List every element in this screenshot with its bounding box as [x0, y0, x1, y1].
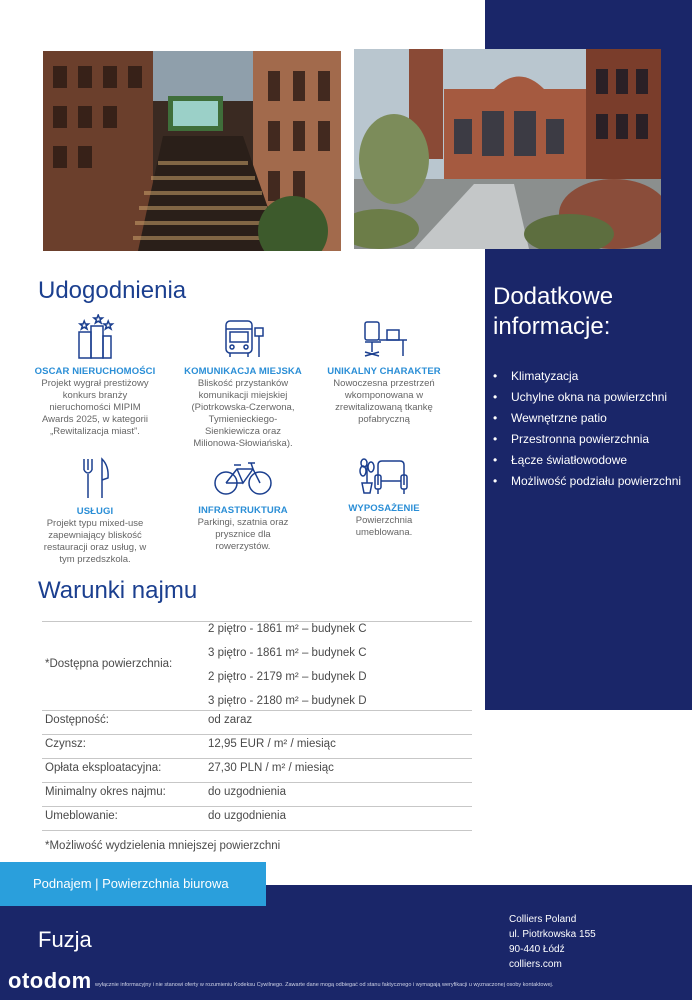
- row-value: 3 piętro - 1861 m² – budynek C: [208, 647, 367, 659]
- bicycle-icon: [213, 457, 273, 499]
- feature-title: UNIKALNY CHARAKTER: [327, 366, 441, 377]
- feature-transport: [178, 318, 308, 450]
- office-desk-icon: [359, 318, 409, 360]
- disclaimer-text: wyłącznie informacyjny i nie stanowi oferty w rozumieniu Kodeksu Cywilnego. Zawarte dane mogą odbiegać od stanu faktycznego i wymagają weryfikacji u wyznaczonej osoby kontaktowej.: [95, 982, 554, 988]
- feature-description: Projekt typu mixed-use zapewniający bliskość restauracji oraz usług, w tym przedszkola.: [43, 518, 147, 565]
- table-row: [42, 783, 472, 807]
- cinema-photo-illustration: [43, 51, 341, 251]
- row-value: od zaraz: [208, 714, 253, 726]
- footnote: *Możliwość wydzielenia mniejszej powierzchni: [45, 840, 281, 852]
- additional-info-title: Dodatkowe informacje:: [493, 283, 614, 340]
- list-item: • Możliwość podziału powierzchni: [493, 471, 688, 492]
- amenities-title: Udogodnienia: [38, 277, 187, 304]
- lease-terms-title: Warunki najmu: [38, 577, 198, 604]
- row-label: *Dostępna powierzchnia:: [45, 658, 173, 670]
- feature-description: Bliskość przystanków komunikacji miejskiej (Piotrkowska-Czerwona, Tymienieckiego- Sienkiewicza oraz Milionowa-Słowiańska).: [191, 378, 295, 449]
- row-value: do uzgodnienia: [208, 786, 287, 798]
- row-value: 27,30 PLN / m² / miesiąc: [208, 762, 334, 774]
- contact-block: [509, 912, 596, 972]
- table-row: [42, 735, 472, 759]
- row-label: Czynsz:: [45, 738, 86, 750]
- feature-infrastructure: [178, 457, 308, 553]
- feature-title: INFRASTRUKTURA: [198, 505, 288, 516]
- feature-title: USŁUGI: [76, 506, 114, 517]
- table-row: [42, 711, 472, 735]
- row-label: Minimalny okres najmu:: [45, 786, 166, 798]
- row-label: Dostępność:: [45, 714, 109, 726]
- bus-icon: [221, 318, 265, 360]
- list-item: • Przestronna powierzchnia: [493, 429, 688, 450]
- feature-title: KOMUNIKACJA MIEJSKA: [184, 366, 302, 377]
- row-value: 3 piętro - 2180 m² – budynek D: [208, 695, 367, 707]
- table-row: [42, 759, 472, 783]
- list-item: • Klimatyzacja: [493, 366, 688, 387]
- listing-type-banner: Podnajem | Powierzchnia biurowa: [0, 862, 266, 906]
- city-address: 90-440 Łódź: [509, 944, 565, 955]
- feature-description: Nowoczesna przestrzeń wkomponowana w zrewitalizowaną tkankę pofabryczną: [333, 378, 435, 425]
- website-link[interactable]: colliers.com: [509, 959, 562, 970]
- additional-info-list: [493, 366, 688, 492]
- feature-description: Projekt wygrał prestiżowy konkurs branży nieruchomości MIPIM Awards 2025, w kategorii „Rewitalizacja miast”.: [41, 378, 149, 437]
- factory-photo-illustration: [354, 49, 661, 249]
- street-address: ul. Piotrkowska 155: [509, 929, 596, 940]
- list-item: • Łącze światłowodowe: [493, 450, 688, 471]
- company-name: Colliers Poland: [509, 914, 577, 925]
- feature-services: [30, 456, 160, 566]
- feature-title: WYPOSAŻENIE: [348, 503, 420, 514]
- list-item: • Wewnętrzne patio: [493, 408, 688, 429]
- feature-description: Powierzchnia umeblowana.: [355, 515, 413, 538]
- armchair-plant-icon: [358, 457, 410, 497]
- row-label: Umeblowanie:: [45, 810, 118, 822]
- list-item: • Uchylne okna na powierzchni: [493, 387, 688, 408]
- row-value: do uzgodnienia: [208, 810, 287, 822]
- feature-character: [319, 318, 449, 426]
- cinema-courtyard-photo: [43, 51, 341, 251]
- factory-courtyard-photo: [354, 49, 661, 249]
- feature-title: OSCAR NIERUCHOMOŚCI: [34, 366, 156, 377]
- fork-knife-icon: [78, 456, 112, 500]
- award-building-icon: [73, 314, 117, 360]
- feature-description: Parkingi, szatnia oraz prysznice dla rowerzystów.: [197, 517, 289, 552]
- row-value: 2 piętro - 1861 m² – budynek C: [208, 623, 367, 635]
- project-name: Fuzja: [38, 927, 92, 952]
- row-value: 2 piętro - 2179 m² – budynek D: [208, 671, 367, 683]
- table-row: [42, 807, 472, 831]
- table-row: [42, 622, 472, 711]
- feature-oscar: [30, 314, 160, 438]
- row-value: 12,95 EUR / m² / miesiąc: [208, 738, 336, 750]
- feature-furnishing: [319, 457, 449, 539]
- row-label: Opłata eksploatacyjna:: [45, 762, 162, 774]
- otodom-watermark: otodom: [8, 968, 92, 993]
